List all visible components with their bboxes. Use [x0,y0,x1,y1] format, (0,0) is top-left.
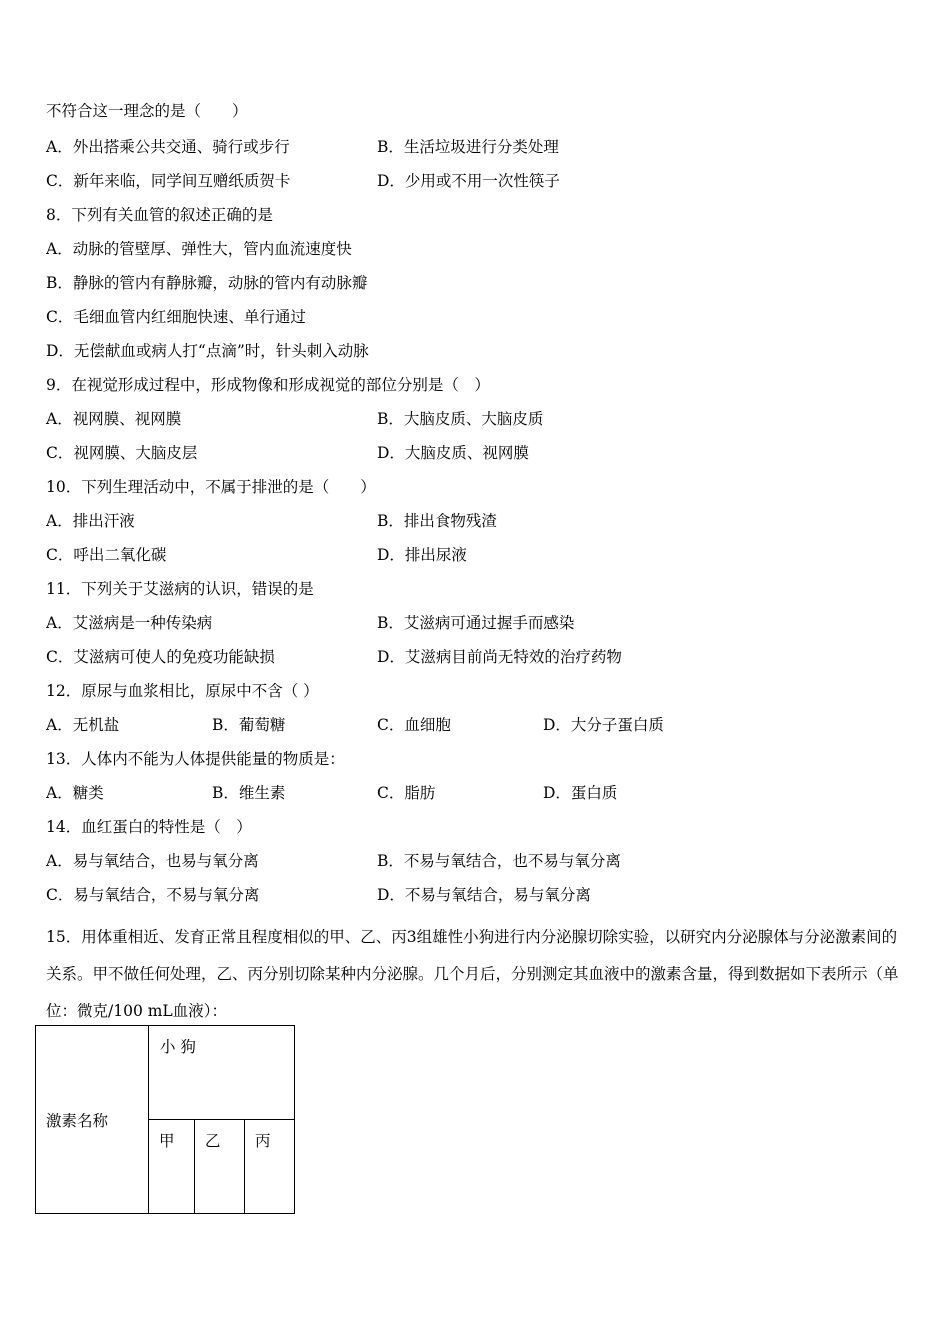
q12-option-b: B．葡萄糖 [212,716,286,734]
q13-option-b: B．维生素 [212,784,286,802]
q9-option-d: D．大脑皮质、视网膜 [377,444,529,462]
q14-stem: 14．血红蛋白的特性是（ ） [46,818,252,836]
q15-stem: 15．用体重相近、发育正常且程度相似的甲、乙、丙3组雄性小狗进行内分泌腺切除实验，以研究内分泌腺体与分泌激素间的关系。甲不做任何处理，乙、丙分别切除某种内分泌腺。几个月后，分别测定其血液中的激素含量，得到数据如下表所示（单位：微克/100 mL血液）： [46,928,899,1020]
q7-option-a: A．外出搭乘公共交通、骑行或步行 [46,138,290,156]
q8-option-c: C．毛细血管内红细胞快速、单行通过 [46,308,306,326]
hormone-table [35,1025,295,1214]
q10-stem: 10．下列生理活动中，不属于排泄的是（ ） [46,478,376,496]
q9-option-b: B．大脑皮质、大脑皮质 [377,410,544,428]
q7-option-c: C．新年来临，同学间互赠纸质贺卡 [46,172,291,190]
q13-stem: 13．人体内不能为人体提供能量的物质是： [46,750,345,768]
q11-option-b: B．艾滋病可通过握手而感染 [377,614,575,632]
q8-stem: 8．下列有关血管的叙述正确的是 [46,206,273,224]
q8-option-b: B．静脉的管内有静脉瓣，动脉的管内有动脉瓣 [46,274,368,292]
q14-option-d: D．不易与氧结合，易与氧分离 [377,886,591,904]
group-header-puppy: 小 狗 [149,1026,295,1120]
q10-option-a: A．排出汗液 [46,512,135,530]
q14-option-c: C．易与氧结合，不易与氧分离 [46,886,260,904]
q13-option-c: C．脂肪 [377,784,436,802]
q7-option-d: D．少用或不用一次性筷子 [377,172,560,190]
q14-option-a: A．易与氧结合，也易与氧分离 [46,852,259,870]
q10-option-c: C．呼出二氧化碳 [46,546,167,564]
q11-option-a: A．艾滋病是一种传染病 [46,614,213,632]
q9-option-a: A．视网膜、视网膜 [46,410,182,428]
q10-option-b: B．排出食物残渣 [377,512,497,530]
q13-option-d: D．蛋白质 [543,784,618,802]
q11-option-c: C．艾滋病可使人的免疫功能缺损 [46,648,275,666]
q9-option-c: C．视网膜、大脑皮层 [46,444,198,462]
q14-option-b: B．不易与氧结合，也不易与氧分离 [377,852,621,870]
q7-stem-tail: 不符合这一理念的是（ ） [46,102,248,120]
q10-option-d: D．排出尿液 [377,546,467,564]
group-jia: 甲 [149,1120,195,1214]
q12-option-c: C．血细胞 [377,716,451,734]
q7-option-b: B．生活垃圾进行分类处理 [377,138,559,156]
q12-option-d: D．大分子蛋白质 [543,716,664,734]
q8-option-a: A．动脉的管壁厚、弹性大，管内血流速度快 [46,240,352,258]
group-yi: 乙 [195,1120,245,1214]
q12-stem: 12．原尿与血浆相比，原尿中不含（ ） [46,682,319,700]
q12-option-a: A．无机盐 [46,716,120,734]
q11-option-d: D．艾滋病目前尚无特效的治疗药物 [377,648,622,666]
group-bing: 丙 [245,1120,295,1214]
row-header-hormone-name: 激素名称 [36,1026,149,1214]
q9-stem: 9．在视觉形成过程中，形成物像和形成视觉的部位分别是（ ） [46,376,490,394]
q8-option-d: D．无偿献血或病人打“点滴”时，针头刺入动脉 [46,342,369,360]
q13-option-a: A．糖类 [46,784,104,802]
q11-stem: 11．下列关于艾滋病的认识，错误的是 [46,580,314,598]
